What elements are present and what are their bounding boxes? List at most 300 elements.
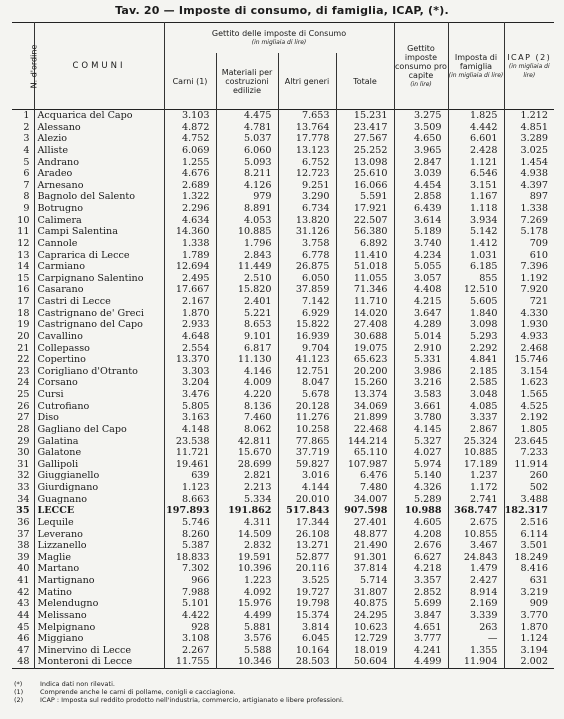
carni-value: 5.805 bbox=[164, 401, 216, 413]
materiali-value: 4.126 bbox=[216, 180, 278, 192]
carni-value: 2.296 bbox=[164, 203, 216, 215]
row-number: 4 bbox=[23, 144, 30, 156]
altri-value: 26.108 bbox=[278, 529, 336, 541]
materiali-value: 5.221 bbox=[216, 308, 278, 320]
carni-value: 5.101 bbox=[164, 598, 216, 610]
footnote bbox=[14, 688, 554, 696]
materiali-value: 10.346 bbox=[216, 656, 278, 668]
icap-value: 7.920 bbox=[504, 284, 554, 296]
row-number: 29 bbox=[17, 435, 30, 447]
row-number: 15 bbox=[17, 272, 30, 284]
row-number: 34 bbox=[17, 493, 30, 505]
icap-value: 3.770 bbox=[504, 610, 554, 622]
row-number: 41 bbox=[17, 575, 30, 586]
pro-capite-value: 3.275 bbox=[394, 110, 448, 122]
comune-name: Aradeo bbox=[34, 168, 164, 180]
famiglia-value: 1.121 bbox=[448, 157, 504, 169]
materiali-value: 191.862 bbox=[216, 505, 278, 517]
table-row bbox=[12, 424, 554, 436]
footnote-text: Comprende anche le carni di pollame, conigli e cacciagione. bbox=[40, 688, 236, 696]
altri-value: 6.929 bbox=[278, 308, 336, 320]
row-number: 44 bbox=[17, 609, 30, 621]
altri-value: 15.374 bbox=[278, 610, 336, 622]
altri-value: 16.939 bbox=[278, 331, 336, 343]
table-row bbox=[12, 412, 554, 424]
carni-value: 4.676 bbox=[164, 168, 216, 180]
altri-value: 4.144 bbox=[278, 482, 336, 494]
comune-name: Gallipoli bbox=[34, 459, 164, 471]
totale-value: 5.714 bbox=[336, 575, 394, 587]
row-number: 5 bbox=[23, 156, 30, 168]
row-number: 39 bbox=[17, 551, 30, 563]
altri-value: 6.045 bbox=[278, 633, 336, 645]
comune-name: Giuggianello bbox=[34, 470, 164, 482]
materiali-value: 5.037 bbox=[216, 133, 278, 145]
table-row bbox=[12, 157, 554, 169]
materiali-value: 2.821 bbox=[216, 470, 278, 482]
comune-name: Castrignano de' Greci bbox=[34, 308, 164, 320]
icap-value: 2.002 bbox=[504, 656, 554, 668]
altri-value: 37.859 bbox=[278, 284, 336, 296]
row-number: 19 bbox=[17, 319, 30, 331]
comune-name: Gagliano del Capo bbox=[34, 424, 164, 436]
comune-name: Botrugno bbox=[34, 203, 164, 215]
carni-value: 197.893 bbox=[164, 505, 216, 517]
comune-name: Bagnolo del Salento bbox=[34, 191, 164, 203]
altri-value: 6.752 bbox=[278, 157, 336, 169]
icap-value: 2.192 bbox=[504, 412, 554, 424]
icap-value: 4.933 bbox=[504, 331, 554, 343]
row-number: 43 bbox=[17, 598, 30, 610]
icap-value: 260 bbox=[504, 470, 554, 482]
altri-value: 13.271 bbox=[278, 540, 336, 552]
totale-value: 34.007 bbox=[336, 494, 394, 506]
carni-value: 14.360 bbox=[164, 226, 216, 238]
comune-name: Matino bbox=[34, 587, 164, 599]
famiglia-value: 6.185 bbox=[448, 261, 504, 273]
comune-name: Alessano bbox=[34, 122, 164, 134]
icap-value: 610 bbox=[504, 250, 554, 262]
pro-capite-value: 5.974 bbox=[394, 459, 448, 471]
totale-value: 18.019 bbox=[336, 645, 394, 657]
comune-name: Acquarica del Capo bbox=[34, 110, 164, 122]
materiali-value: 2.510 bbox=[216, 273, 278, 285]
totale-value: 50.604 bbox=[336, 656, 394, 668]
pro-capite-value: 3.583 bbox=[394, 389, 448, 401]
row-number: 14 bbox=[17, 261, 30, 273]
materiali-value: 979 bbox=[216, 191, 278, 203]
materiali-value: 15.976 bbox=[216, 598, 278, 610]
totale-value: 6.476 bbox=[336, 470, 394, 482]
materiali-value: 4.499 bbox=[216, 610, 278, 622]
row-number: 31 bbox=[17, 458, 30, 470]
famiglia-value: 5.142 bbox=[448, 226, 504, 238]
icap-value: 4.938 bbox=[504, 168, 554, 180]
totale-value: 11.055 bbox=[336, 273, 394, 285]
materiali-value: 6.817 bbox=[216, 343, 278, 355]
table-row bbox=[12, 598, 554, 610]
totale-value: 27.567 bbox=[336, 133, 394, 145]
famiglia-value: 11.904 bbox=[448, 656, 504, 668]
table-row bbox=[12, 622, 554, 634]
row-number: 46 bbox=[17, 633, 30, 645]
carni-value: 8.663 bbox=[164, 494, 216, 506]
totale-value: 65.623 bbox=[336, 354, 394, 366]
famiglia-value: 3.337 bbox=[448, 412, 504, 424]
table-row bbox=[12, 145, 554, 157]
famiglia-value: 2.675 bbox=[448, 517, 504, 529]
pro-capite-value: 10.988 bbox=[394, 505, 448, 517]
famiglia-value: 2.292 bbox=[448, 343, 504, 355]
materiali-value: 15.820 bbox=[216, 284, 278, 296]
totale-value: 56.380 bbox=[336, 226, 394, 238]
comune-name: Casarano bbox=[34, 284, 164, 296]
pro-capite-value: 6.439 bbox=[394, 203, 448, 215]
comune-name: Caprarica di Lecce bbox=[34, 250, 164, 262]
carni-value: 4.422 bbox=[164, 610, 216, 622]
famiglia-value: 368.747 bbox=[448, 505, 504, 517]
comune-name: Corigliano d'Otranto bbox=[34, 366, 164, 378]
materiali-value: 7.460 bbox=[216, 412, 278, 424]
icap-value: 18.249 bbox=[504, 552, 554, 564]
carni-value: 11.755 bbox=[164, 656, 216, 668]
icap-value: 1.212 bbox=[504, 110, 554, 122]
altri-value: 26.875 bbox=[278, 261, 336, 273]
altri-value: 20.128 bbox=[278, 401, 336, 413]
materiali-value: 4.475 bbox=[216, 110, 278, 122]
comune-name: Castri di Lecce bbox=[34, 296, 164, 308]
carni-value: 8.260 bbox=[164, 529, 216, 541]
totale-value: 21.899 bbox=[336, 412, 394, 424]
row-number: 11 bbox=[17, 226, 30, 238]
icap-value: 1.930 bbox=[504, 319, 554, 331]
carni-value: 4.634 bbox=[164, 215, 216, 227]
materiali-value: 2.832 bbox=[216, 540, 278, 552]
pro-capite-value: 2.910 bbox=[394, 343, 448, 355]
table-row bbox=[12, 575, 554, 587]
altri-value: 10.164 bbox=[278, 645, 336, 657]
table-row bbox=[12, 645, 554, 657]
famiglia-value: 4.841 bbox=[448, 354, 504, 366]
altri-value: 13.764 bbox=[278, 122, 336, 134]
row-number: 28 bbox=[17, 423, 30, 435]
header-famiglia: Imposta di famiglia (in migliaia di lire) bbox=[448, 23, 504, 110]
comune-name: LECCE bbox=[34, 505, 164, 517]
comune-name: Melendugno bbox=[34, 598, 164, 610]
totale-value: 51.018 bbox=[336, 261, 394, 273]
materiali-value: 5.588 bbox=[216, 645, 278, 657]
comune-name: Campi Salentina bbox=[34, 226, 164, 238]
icap-value: 3.289 bbox=[504, 133, 554, 145]
icap-value: 3.154 bbox=[504, 366, 554, 378]
row-number: 21 bbox=[17, 342, 30, 354]
materiali-value: 1.796 bbox=[216, 238, 278, 250]
carni-value: 3.476 bbox=[164, 389, 216, 401]
pro-capite-value: 3.777 bbox=[394, 633, 448, 645]
icap-value: 5.178 bbox=[504, 226, 554, 238]
pro-capite-value: 3.661 bbox=[394, 401, 448, 413]
famiglia-value: 2.428 bbox=[448, 145, 504, 157]
table-row bbox=[12, 308, 554, 320]
comune-name: Calimera bbox=[34, 215, 164, 227]
icap-value: 909 bbox=[504, 598, 554, 610]
altri-value: 19.727 bbox=[278, 587, 336, 599]
comune-name: Alezio bbox=[34, 133, 164, 145]
materiali-value: 8.891 bbox=[216, 203, 278, 215]
carni-value: 1.789 bbox=[164, 250, 216, 262]
table-row bbox=[12, 517, 554, 529]
totale-value: 37.814 bbox=[336, 563, 394, 575]
pro-capite-value: 4.499 bbox=[394, 656, 448, 668]
comune-name: Galatone bbox=[34, 447, 164, 459]
totale-value: 19.075 bbox=[336, 343, 394, 355]
icap-value: 721 bbox=[504, 296, 554, 308]
famiglia-value: 5.605 bbox=[448, 296, 504, 308]
row-number: 32 bbox=[17, 470, 30, 482]
header-n-ordine: N. d'ordine bbox=[29, 44, 39, 88]
icap-value: 2.516 bbox=[504, 517, 554, 529]
altri-value: 13.820 bbox=[278, 215, 336, 227]
totale-value: 91.301 bbox=[336, 552, 394, 564]
comune-name: Diso bbox=[34, 412, 164, 424]
pro-capite-value: 3.986 bbox=[394, 366, 448, 378]
icap-value: 631 bbox=[504, 575, 554, 587]
row-number: 24 bbox=[17, 377, 30, 389]
row-number: 37 bbox=[17, 528, 30, 540]
famiglia-value: 1.355 bbox=[448, 645, 504, 657]
totale-value: 144.214 bbox=[336, 436, 394, 448]
materiali-value: 5.334 bbox=[216, 494, 278, 506]
altri-value: 8.047 bbox=[278, 377, 336, 389]
materiali-value: 2.843 bbox=[216, 250, 278, 262]
table-row bbox=[12, 215, 554, 227]
totale-value: 22.468 bbox=[336, 424, 394, 436]
table-row bbox=[12, 377, 554, 389]
comune-name: Cutrofiano bbox=[34, 401, 164, 413]
pro-capite-value: 3.039 bbox=[394, 168, 448, 180]
icap-value: 4.397 bbox=[504, 180, 554, 192]
icap-value: 1.623 bbox=[504, 377, 554, 389]
tax-table bbox=[12, 22, 554, 669]
carni-value: 18.833 bbox=[164, 552, 216, 564]
table-row bbox=[12, 459, 554, 471]
totale-value: 21.490 bbox=[336, 540, 394, 552]
altri-value: 20.116 bbox=[278, 563, 336, 575]
comune-name: Lequile bbox=[34, 517, 164, 529]
altri-value: 37.719 bbox=[278, 447, 336, 459]
materiali-value: 4.781 bbox=[216, 122, 278, 134]
totale-value: 24.295 bbox=[336, 610, 394, 622]
carni-value: 3.204 bbox=[164, 377, 216, 389]
table-row bbox=[12, 261, 554, 273]
carni-value: 2.689 bbox=[164, 180, 216, 192]
comune-name: Andrano bbox=[34, 157, 164, 169]
table-row bbox=[12, 110, 554, 122]
comune-name: Cursi bbox=[34, 389, 164, 401]
carni-value: 12.694 bbox=[164, 261, 216, 273]
totale-value: 16.066 bbox=[336, 180, 394, 192]
row-number: 7 bbox=[23, 179, 30, 191]
icap-value: 6.114 bbox=[504, 529, 554, 541]
table-row bbox=[12, 238, 554, 250]
table-title: Tav. 20 — Imposte di consumo, di famiglia, ICAP, (*). bbox=[115, 4, 449, 17]
table-row bbox=[12, 505, 554, 517]
row-number: 40 bbox=[17, 563, 30, 575]
totale-value: 31.807 bbox=[336, 587, 394, 599]
icap-value: 3.501 bbox=[504, 540, 554, 552]
famiglia-value: 3.467 bbox=[448, 540, 504, 552]
totale-value: 5.591 bbox=[336, 191, 394, 203]
comune-name: Melissano bbox=[34, 610, 164, 622]
altri-value: 28.503 bbox=[278, 656, 336, 668]
famiglia-value: 1.412 bbox=[448, 238, 504, 250]
pro-capite-value: 3.357 bbox=[394, 575, 448, 587]
pro-capite-value: 2.676 bbox=[394, 540, 448, 552]
totale-value: 13.374 bbox=[336, 389, 394, 401]
famiglia-value: — bbox=[448, 633, 504, 645]
famiglia-value: 4.442 bbox=[448, 122, 504, 134]
table-row bbox=[12, 203, 554, 215]
row-number: 8 bbox=[23, 191, 30, 203]
header-altri: Altri generi bbox=[278, 53, 336, 110]
altri-value: 3.290 bbox=[278, 191, 336, 203]
row-number: 48 bbox=[17, 656, 30, 668]
table-row bbox=[12, 354, 554, 366]
comune-name: Carmiano bbox=[34, 261, 164, 273]
totale-value: 34.069 bbox=[336, 401, 394, 413]
famiglia-value: 2.585 bbox=[448, 377, 504, 389]
pro-capite-value: 4.027 bbox=[394, 447, 448, 459]
icap-value: 4.525 bbox=[504, 401, 554, 413]
totale-value: 22.507 bbox=[336, 215, 394, 227]
footnote-mark: (1) bbox=[14, 688, 24, 696]
altri-value: 9.704 bbox=[278, 343, 336, 355]
famiglia-value: 2.741 bbox=[448, 494, 504, 506]
totale-value: 6.892 bbox=[336, 238, 394, 250]
altri-value: 12.751 bbox=[278, 366, 336, 378]
comune-name: Corsano bbox=[34, 377, 164, 389]
famiglia-value: 17.189 bbox=[448, 459, 504, 471]
table-row bbox=[12, 563, 554, 575]
icap-value: 182.317 bbox=[504, 505, 554, 517]
row-number: 17 bbox=[17, 296, 30, 307]
carni-value: 7.988 bbox=[164, 587, 216, 599]
pro-capite-value: 5.189 bbox=[394, 226, 448, 238]
famiglia-value: 24.843 bbox=[448, 552, 504, 564]
icap-value: 4.330 bbox=[504, 308, 554, 320]
materiali-value: 4.220 bbox=[216, 389, 278, 401]
footnote-mark: (*) bbox=[14, 680, 23, 688]
row-number: 16 bbox=[17, 284, 30, 296]
icap-value: 3.488 bbox=[504, 494, 554, 506]
table-row bbox=[12, 552, 554, 564]
totale-value: 30.688 bbox=[336, 331, 394, 343]
pro-capite-value: 3.614 bbox=[394, 215, 448, 227]
table-row bbox=[12, 366, 554, 378]
icap-value: 1.870 bbox=[504, 622, 554, 634]
famiglia-value: 1.479 bbox=[448, 563, 504, 575]
table-row bbox=[12, 191, 554, 203]
table-row bbox=[12, 494, 554, 506]
pro-capite-value: 2.858 bbox=[394, 191, 448, 203]
icap-value: 502 bbox=[504, 482, 554, 494]
carni-value: 4.148 bbox=[164, 424, 216, 436]
row-number: 12 bbox=[17, 237, 30, 249]
pro-capite-value: 3.847 bbox=[394, 610, 448, 622]
icap-value: 1.192 bbox=[504, 273, 554, 285]
carni-value: 2.267 bbox=[164, 645, 216, 657]
totale-value: 11.710 bbox=[336, 296, 394, 308]
pro-capite-value: 4.234 bbox=[394, 250, 448, 262]
materiali-value: 3.576 bbox=[216, 633, 278, 645]
materiali-value: 15.670 bbox=[216, 447, 278, 459]
materiali-value: 28.699 bbox=[216, 459, 278, 471]
carni-value: 1.255 bbox=[164, 157, 216, 169]
pro-capite-value: 6.627 bbox=[394, 552, 448, 564]
row-number: 38 bbox=[17, 540, 30, 552]
comune-name: Carpignano Salentino bbox=[34, 273, 164, 285]
carni-value: 1.322 bbox=[164, 191, 216, 203]
row-number: 20 bbox=[17, 330, 30, 342]
altri-value: 3.016 bbox=[278, 470, 336, 482]
totale-value: 20.200 bbox=[336, 366, 394, 378]
table-row bbox=[12, 273, 554, 285]
altri-value: 15.822 bbox=[278, 319, 336, 331]
famiglia-value: 3.048 bbox=[448, 389, 504, 401]
altri-value: 13.123 bbox=[278, 145, 336, 157]
carni-value: 2.495 bbox=[164, 273, 216, 285]
table-row bbox=[12, 529, 554, 541]
row-number: 25 bbox=[17, 389, 30, 400]
table-row bbox=[12, 633, 554, 645]
pro-capite-value: 4.215 bbox=[394, 296, 448, 308]
table-row bbox=[12, 296, 554, 308]
icap-value: 7.396 bbox=[504, 261, 554, 273]
famiglia-value: 1.031 bbox=[448, 250, 504, 262]
pro-capite-value: 5.289 bbox=[394, 494, 448, 506]
altri-value: 52.877 bbox=[278, 552, 336, 564]
table-row bbox=[12, 331, 554, 343]
table-row bbox=[12, 122, 554, 134]
totale-value: 14.020 bbox=[336, 308, 394, 320]
table-row bbox=[12, 250, 554, 262]
pro-capite-value: 4.241 bbox=[394, 645, 448, 657]
pro-capite-value: 3.780 bbox=[394, 412, 448, 424]
carni-value: 6.069 bbox=[164, 145, 216, 157]
row-number: 9 bbox=[23, 203, 30, 214]
icap-value: 15.746 bbox=[504, 354, 554, 366]
famiglia-value: 1.172 bbox=[448, 482, 504, 494]
totale-value: 25.610 bbox=[336, 168, 394, 180]
comune-name: Leverano bbox=[34, 529, 164, 541]
icap-value: 3.194 bbox=[504, 645, 554, 657]
icap-value: 2.468 bbox=[504, 343, 554, 355]
header-totale: Totale bbox=[336, 53, 394, 110]
carni-value: 13.370 bbox=[164, 354, 216, 366]
table-row bbox=[12, 436, 554, 448]
altri-value: 41.123 bbox=[278, 354, 336, 366]
row-number: 45 bbox=[17, 621, 30, 633]
carni-value: 4.872 bbox=[164, 122, 216, 134]
altri-value: 77.865 bbox=[278, 436, 336, 448]
materiali-value: 8.062 bbox=[216, 424, 278, 436]
altri-value: 7.142 bbox=[278, 296, 336, 308]
famiglia-value: 1.840 bbox=[448, 308, 504, 320]
header-pro-capite: Gettito imposte consumo pro capite (in lire) bbox=[394, 23, 448, 110]
comune-name: Miggiano bbox=[34, 633, 164, 645]
materiali-value: 11.130 bbox=[216, 354, 278, 366]
table-row bbox=[12, 447, 554, 459]
